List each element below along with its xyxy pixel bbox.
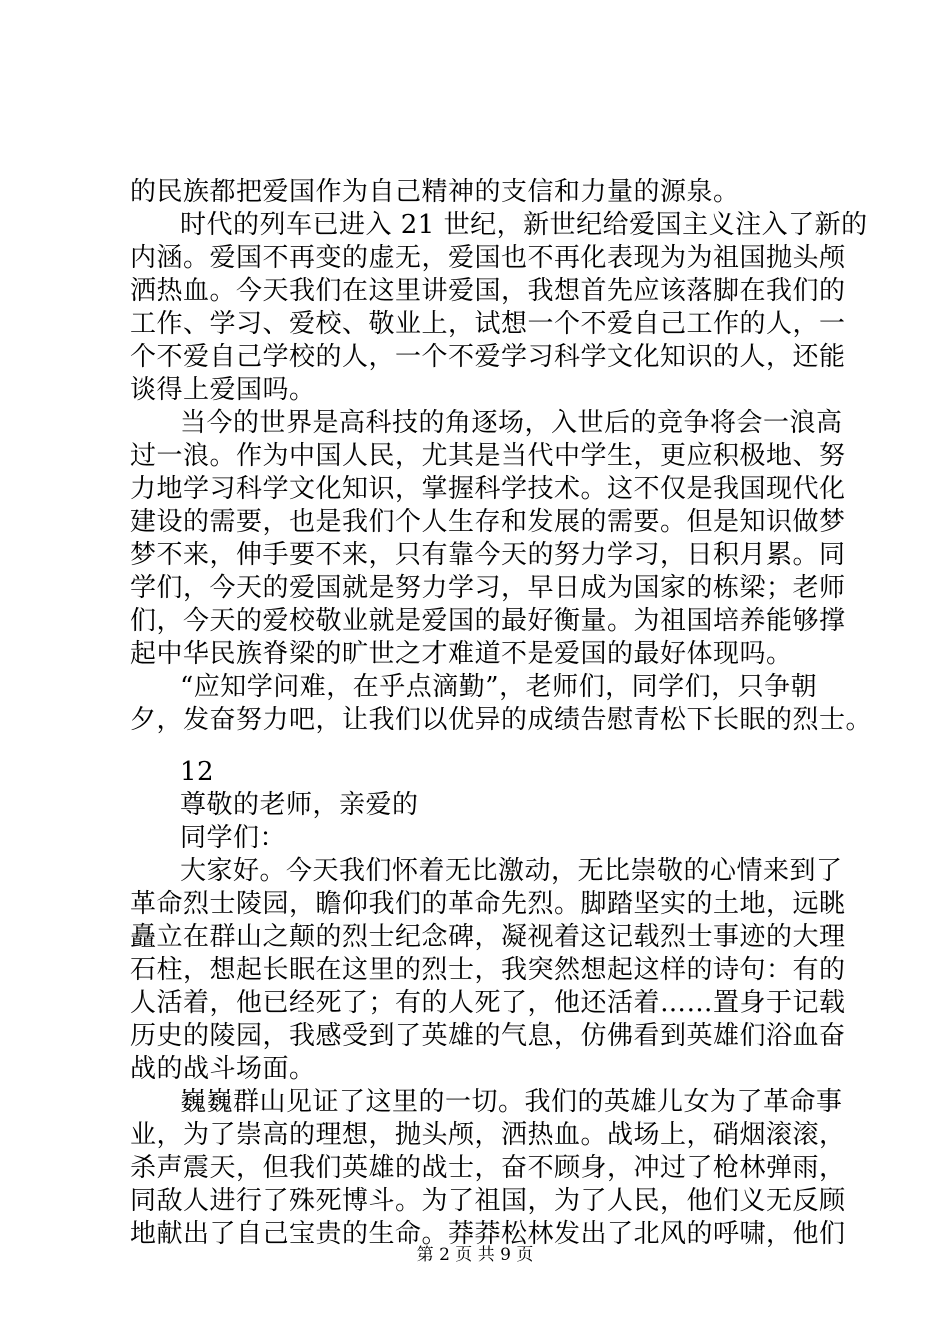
text-line: 地献出了自己宝贵的生命。莽莽松林发出了北风的呼啸，他们 [130,1219,846,1249]
text-line: 过一浪。作为中国人民，尤其是当代中学生，更应积极地、努 [130,441,846,471]
text-line: 业，为了崇高的理想，抛头颅，洒热血。战场上，硝烟滚滚， [130,1120,846,1150]
text-line: 个不爱自己学校的人，一个不爱学习科学文化知识的人，还能 [130,342,846,372]
text-line: 起中华民族脊梁的旷世之才难道不是爱国的最好体现吗。 [130,639,793,669]
text-line: 洒热血。今天我们在这里讲爱国，我想首先应该落脚在我们的 [130,276,846,306]
text-line: 同敌人进行了殊死博斗。为了祖国，为了人民，他们义无反顾 [130,1186,846,1216]
text-line: 巍巍群山见证了这里的一切。我们的英雄儿女为了革命事 [180,1087,843,1117]
text-line: 建设的需要，也是我们个人生存和发展的需要。但是知识做梦 [130,507,846,537]
text-line: 夕，发奋努力吧，让我们以优异的成绩告慰青松下长眠的烈士。 [130,705,873,735]
text-line: 谈得上爱国吗。 [130,375,316,405]
text-line: 们，今天的爱校敬业就是爱国的最好衡量。为祖国培养能够撑 [130,606,846,636]
text-line: 梦不来，伸手要不来，只有靠今天的努力学习，日积月累。同 [130,540,846,570]
salutation-line: 尊敬的老师，亲爱的 [180,790,419,820]
text-line: 杀声震天，但我们英雄的战士，奋不顾身，冲过了枪林弹雨， [130,1153,846,1183]
text-line: “应知学问难，在乎点滴勤”，老师们，同学们，只争朝 [180,672,818,702]
text-line: 战的战斗场面。 [130,1054,316,1084]
text-line: 工作、学习、爱校、敬业上，试想一个不爱自己工作的人，一 [130,309,846,339]
text-line: 人活着，他已经死了；有的人死了，他还活着……置身于记载 [130,988,846,1018]
text-line: 革命烈士陵园，瞻仰我们的革命先烈。脚踏坚实的土地，远眺 [130,889,846,919]
page-footer: 第 2 页 共 9 页 [416,1245,534,1265]
salutation-line: 同学们： [180,823,287,853]
section-number: 12 [180,757,215,787]
text-line: 内涵。爱国不再变的虚无，爱国也不再化表现为为祖国抛头颅 [130,243,846,273]
text-line: 时代的列车已进入 21 世纪，新世纪给爱国主义注入了新的 [180,210,868,240]
text-line: 当今的世界是高科技的角逐场，入世后的竞争将会一浪高 [180,408,843,438]
text-line: 大家好。今天我们怀着无比激动，无比崇敬的心情来到了 [180,856,843,886]
text-line: 历史的陵园，我感受到了英雄的气息，仿佛看到英雄们浴血奋 [130,1021,846,1051]
text-line: 学们，今天的爱国就是努力学习，早日成为国家的栋梁；老师 [130,573,846,603]
text-line: 矗立在群山之颠的烈士纪念碑，凝视着这记载烈士事迹的大理 [130,922,846,952]
text-line: 力地学习科学文化知识，掌握科学技术。这不仅是我国现代化 [130,474,846,504]
text-line: 石柱，想起长眠在这里的烈士，我突然想起这样的诗句：有的 [130,955,846,985]
text-line: 的民族都把爱国作为自己精神的支信和力量的源泉。 [130,177,740,207]
